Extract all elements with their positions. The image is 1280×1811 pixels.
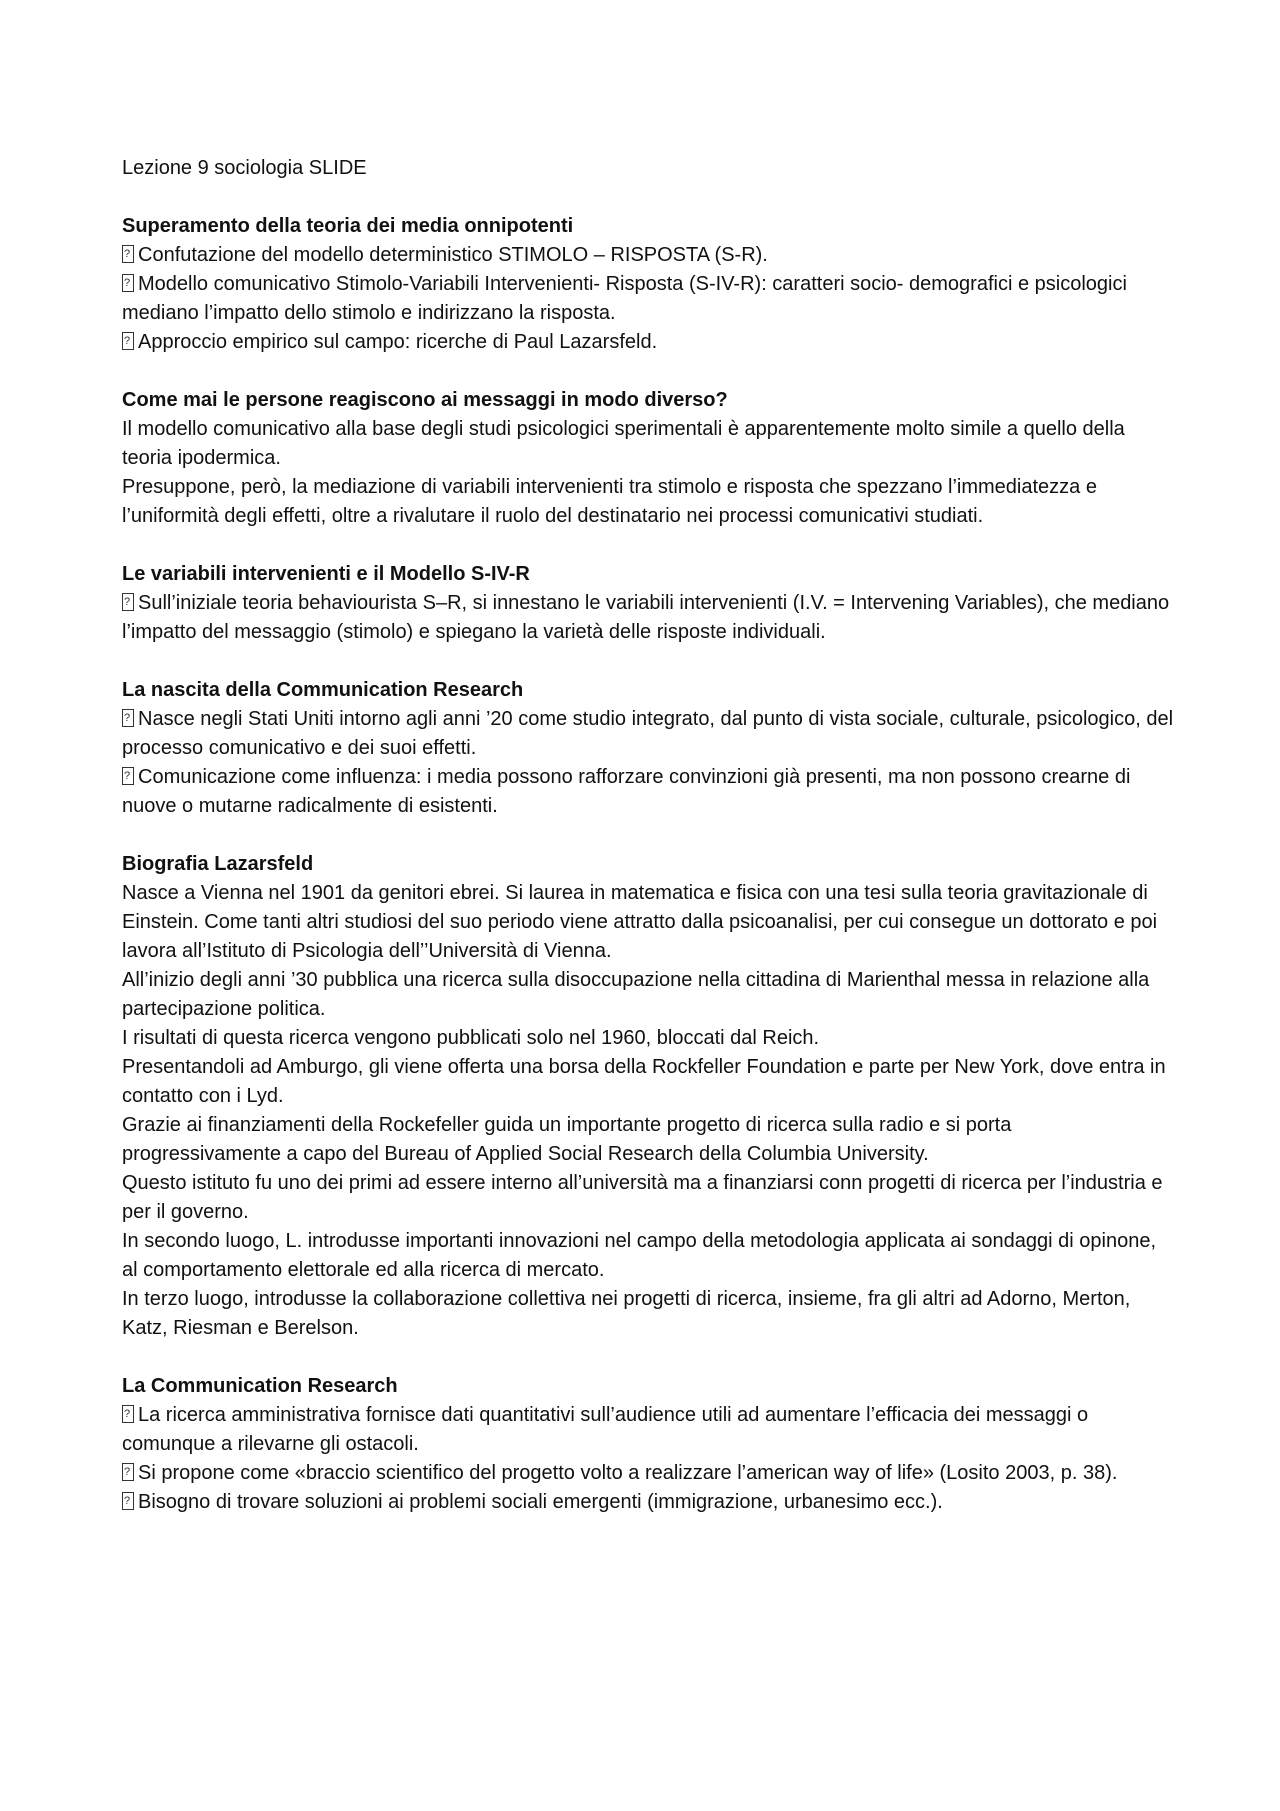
paragraph: In secondo luogo, L. introdusse importanti innovazioni nel campo della metodologia applicata ai sondaggi di opinone, al comportamento elettorale ed alla ricerca di mercato. bbox=[122, 1230, 1157, 1281]
paragraph-text: Sull’iniziale teoria behaviourista S–R, si innestano le variabili intervenienti (I.V. = Intervening Variables), che mediano l’impatto del messaggio (stimolo) e spiegano la varietà delle risposte individuali. bbox=[122, 592, 1170, 643]
section-variabili-intervenienti bbox=[122, 560, 1174, 647]
paragraph: Grazie ai finanziamenti della Rockefeller guida un importante progetto di ricerca sulla radio e si porta progressivamente a capo del Bureau of Applied Social Research della Columbia University. bbox=[122, 1114, 1012, 1165]
paragraph-text: Si propone come «braccio scientifico del progetto volto a realizzare l’american way of life» (Losito 2003, p. 38). bbox=[138, 1462, 1118, 1484]
section-heading: Come mai le persone reagiscono ai messaggi in modo diverso? bbox=[122, 389, 728, 411]
section-reazioni-messaggi bbox=[122, 386, 1174, 531]
section-heading: La nascita della Communication Research bbox=[122, 679, 524, 701]
section-nascita-communication-research bbox=[122, 676, 1174, 821]
missing-glyph-icon bbox=[122, 767, 134, 785]
missing-glyph-icon bbox=[122, 274, 134, 292]
missing-glyph-icon bbox=[122, 332, 134, 350]
bullet-paragraph bbox=[122, 328, 1174, 357]
section-media-onnipotenti bbox=[122, 212, 1174, 357]
bullet-paragraph bbox=[122, 1459, 1174, 1488]
paragraph-text: Confutazione del modello deterministico STIMOLO – RISPOSTA (S-R). bbox=[138, 244, 768, 266]
paragraph-text: Comunicazione come influenza: i media possono rafforzare convinzioni già presenti, ma non possono crearne di nuove o mutarne radicalmente di esistenti. bbox=[122, 766, 1131, 817]
paragraph-text: Approccio empirico sul campo: ricerche di Paul Lazarsfeld. bbox=[138, 331, 658, 353]
missing-glyph-icon bbox=[122, 593, 134, 611]
paragraph: In terzo luogo, introdusse la collaborazione collettiva nei progetti di ricerca, insieme, fra gli altri ad Adorno, Merton, Katz, Riesman e Berelson. bbox=[122, 1288, 1131, 1339]
paragraph-text: Modello comunicativo Stimolo-Variabili Intervenienti- Risposta (S-IV-R): caratteri socio- demografici e psicologici mediano l’impatto dello stimolo e indirizzano la risposta. bbox=[122, 273, 1127, 324]
paragraph: All’inizio degli anni ’30 pubblica una ricerca sulla disoccupazione nella cittadina di Marienthal messa in relazione alla partecipazione politica. bbox=[122, 969, 1150, 1020]
section-biografia-lazarsfeld bbox=[122, 850, 1174, 1343]
missing-glyph-icon bbox=[122, 1405, 134, 1423]
paragraph: I risultati di questa ricerca vengono pubblicati solo nel 1960, bloccati dal Reich. bbox=[122, 1027, 820, 1049]
section-heading: Biografia Lazarsfeld bbox=[122, 853, 314, 875]
bullet-paragraph bbox=[122, 1488, 1174, 1517]
section-heading: La Communication Research bbox=[122, 1375, 398, 1397]
paragraph: Presentandoli ad Amburgo, gli viene offerta una borsa della Rockfeller Foundation e parte per New York, dove entra in contatto con i Lyd. bbox=[122, 1056, 1166, 1107]
paragraph-text: Bisogno di trovare soluzioni ai problemi sociali emergenti (immigrazione, urbanesimo ecc.). bbox=[138, 1491, 943, 1513]
section-heading: Superamento della teoria dei media onnipotenti bbox=[122, 215, 574, 237]
paragraph: Presuppone, però, la mediazione di variabili intervenienti tra stimolo e risposta che spezzano l’immediatezza e l’uniformità degli effetti, oltre a rivalutare il ruolo del destinatario nei processi comunicativi studiati. bbox=[122, 476, 1097, 527]
bullet-paragraph bbox=[122, 705, 1174, 763]
bullet-paragraph bbox=[122, 241, 1174, 270]
missing-glyph-icon bbox=[122, 1463, 134, 1481]
section-heading: Le variabili intervenienti e il Modello S-IV-R bbox=[122, 563, 530, 585]
paragraph-text: Nasce negli Stati Uniti intorno agli anni ’20 come studio integrato, dal punto di vista sociale, culturale, psicologico, del processo comunicativo e dei suoi effetti. bbox=[122, 708, 1174, 759]
bullet-paragraph bbox=[122, 763, 1174, 821]
document-title: Lezione 9 sociologia SLIDE bbox=[122, 157, 367, 179]
paragraph: Il modello comunicativo alla base degli studi psicologici sperimentali è apparentemente molto simile a quello della teoria ipodermica. bbox=[122, 418, 1125, 469]
document-body bbox=[122, 154, 1174, 1546]
bullet-paragraph bbox=[122, 1401, 1174, 1459]
bullet-paragraph bbox=[122, 270, 1174, 328]
paragraph: Questo istituto fu uno dei primi ad essere interno all’università ma a finanziarsi conn progetti di ricerca per l’industria e per il governo. bbox=[122, 1172, 1163, 1223]
missing-glyph-icon bbox=[122, 709, 134, 727]
missing-glyph-icon bbox=[122, 1492, 134, 1510]
paragraph: Nasce a Vienna nel 1901 da genitori ebrei. Si laurea in matematica e fisica con una tesi sulla teoria gravitazionale di Einstein. Come tanti altri studiosi del suo periodo viene attratto dalla psicoanalisi, per cui consegue un dottorato e poi lavora all’Istituto di Psicologia dell’’Università di Vienna. bbox=[122, 882, 1158, 962]
bullet-paragraph bbox=[122, 589, 1174, 647]
missing-glyph-icon bbox=[122, 245, 134, 263]
paragraph-text: La ricerca amministrativa fornisce dati quantitativi sull’audience utili ad aumentare l’efficacia dei messaggi o comunque a rilevarne gli ostacoli. bbox=[122, 1404, 1089, 1455]
section-communication-research bbox=[122, 1372, 1174, 1517]
